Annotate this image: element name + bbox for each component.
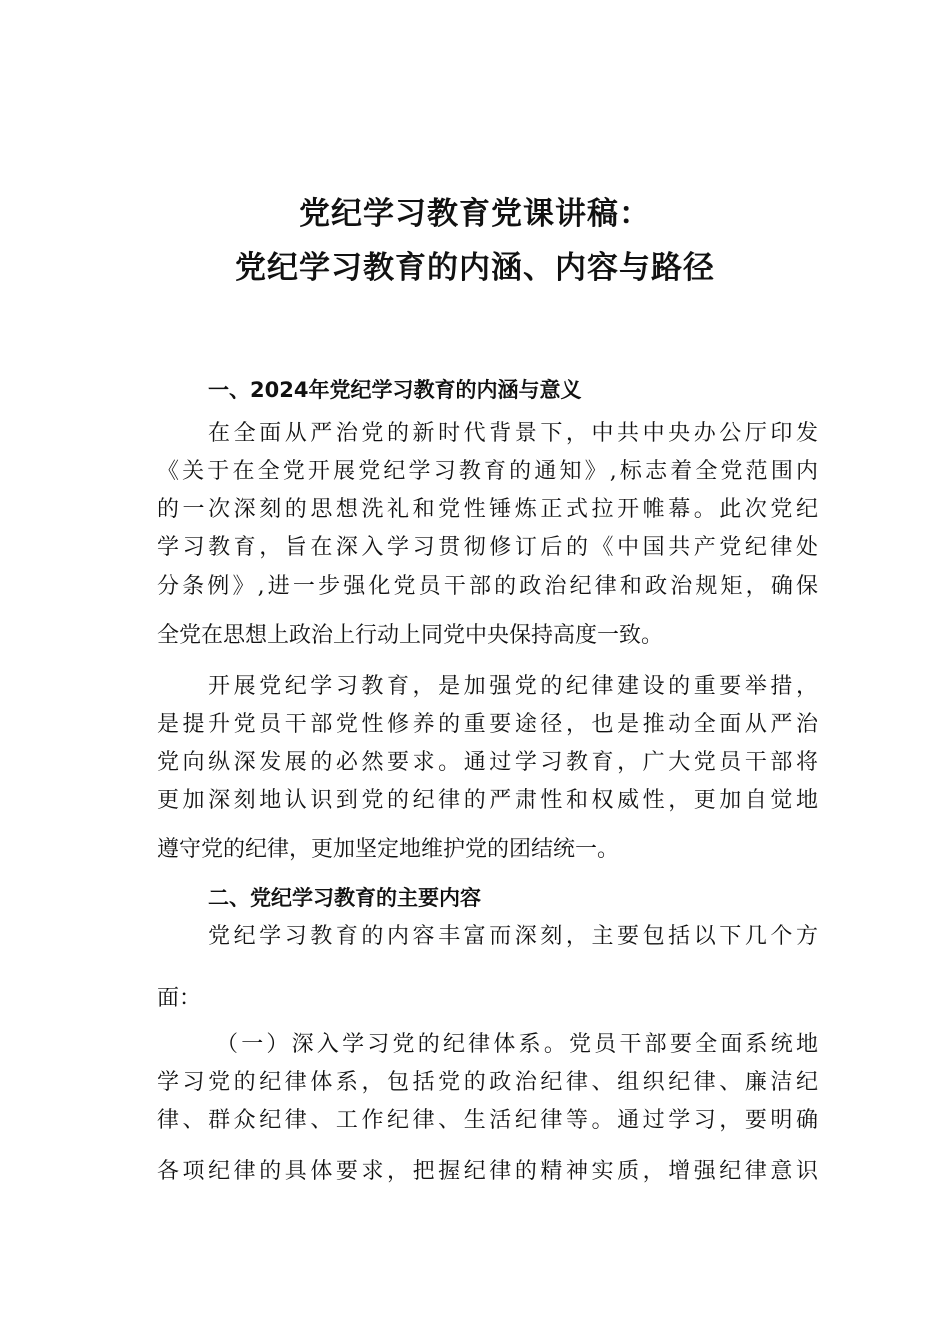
paragraph-line: 全党在思想上政治上行动上同党中央保持高度一致。 bbox=[157, 623, 664, 648]
document-title-line-1: 党纪学习教育党课讲稿： bbox=[299, 196, 651, 232]
paragraph-line: 在全面从严治党的新时代背景下，中共中央办公厅印发 bbox=[208, 421, 818, 446]
paragraph-line: 是提升党员干部党性修养的重要途径，也是推动全面从严治 bbox=[157, 712, 818, 737]
paragraph-line: 律、群众纪律、工作纪律、生活纪律等。通过学习，要明确 bbox=[157, 1108, 818, 1133]
paragraph-line: （一）深入学习党的纪律体系。党员干部要全面系统地 bbox=[216, 1032, 818, 1057]
paragraph-line: 党纪学习教育的内容丰富而深刻，主要包括以下几个方 bbox=[208, 924, 818, 949]
section-1-heading: 一、2024年党纪学习教育的内涵与意义 bbox=[208, 378, 582, 402]
paragraph-line: 更加深刻地认识到党的纪律的严肃性和权威性，更加自觉地 bbox=[157, 788, 818, 813]
paragraph-line: 的一次深刻的思想洗礼和党性锤炼正式拉开帷幕。此次党纪 bbox=[157, 497, 818, 522]
paragraph-line: 开展党纪学习教育，是加强党的纪律建设的重要举措， bbox=[208, 674, 818, 699]
paragraph-line: 《关于在全党开展党纪学习教育的通知》,标志着全党范围内 bbox=[157, 459, 818, 484]
paragraph-line: 面： bbox=[157, 986, 202, 1011]
section-2-heading: 二、党纪学习教育的主要内容 bbox=[208, 886, 481, 910]
paragraph-line: 分条例》,进一步强化党员干部的政治纪律和政治规矩，确保 bbox=[157, 574, 818, 599]
paragraph-line: 学习教育，旨在深入学习贯彻修订后的《中国共产党纪律处 bbox=[157, 535, 818, 560]
paragraph-line: 遵守党的纪律，更加坚定地维护党的团结统一。 bbox=[157, 837, 620, 862]
paragraph-line: 学习党的纪律体系，包括党的政治纪律、组织纪律、廉洁纪 bbox=[157, 1070, 818, 1095]
paragraph-line: 各项纪律的具体要求，把握纪律的精神实质，增强纪律意识 bbox=[157, 1159, 818, 1184]
paragraph-line: 党向纵深发展的必然要求。通过学习教育，广大党员干部将 bbox=[157, 750, 818, 775]
document-title-line-2: 党纪学习教育的内涵、内容与路径 bbox=[235, 250, 715, 286]
